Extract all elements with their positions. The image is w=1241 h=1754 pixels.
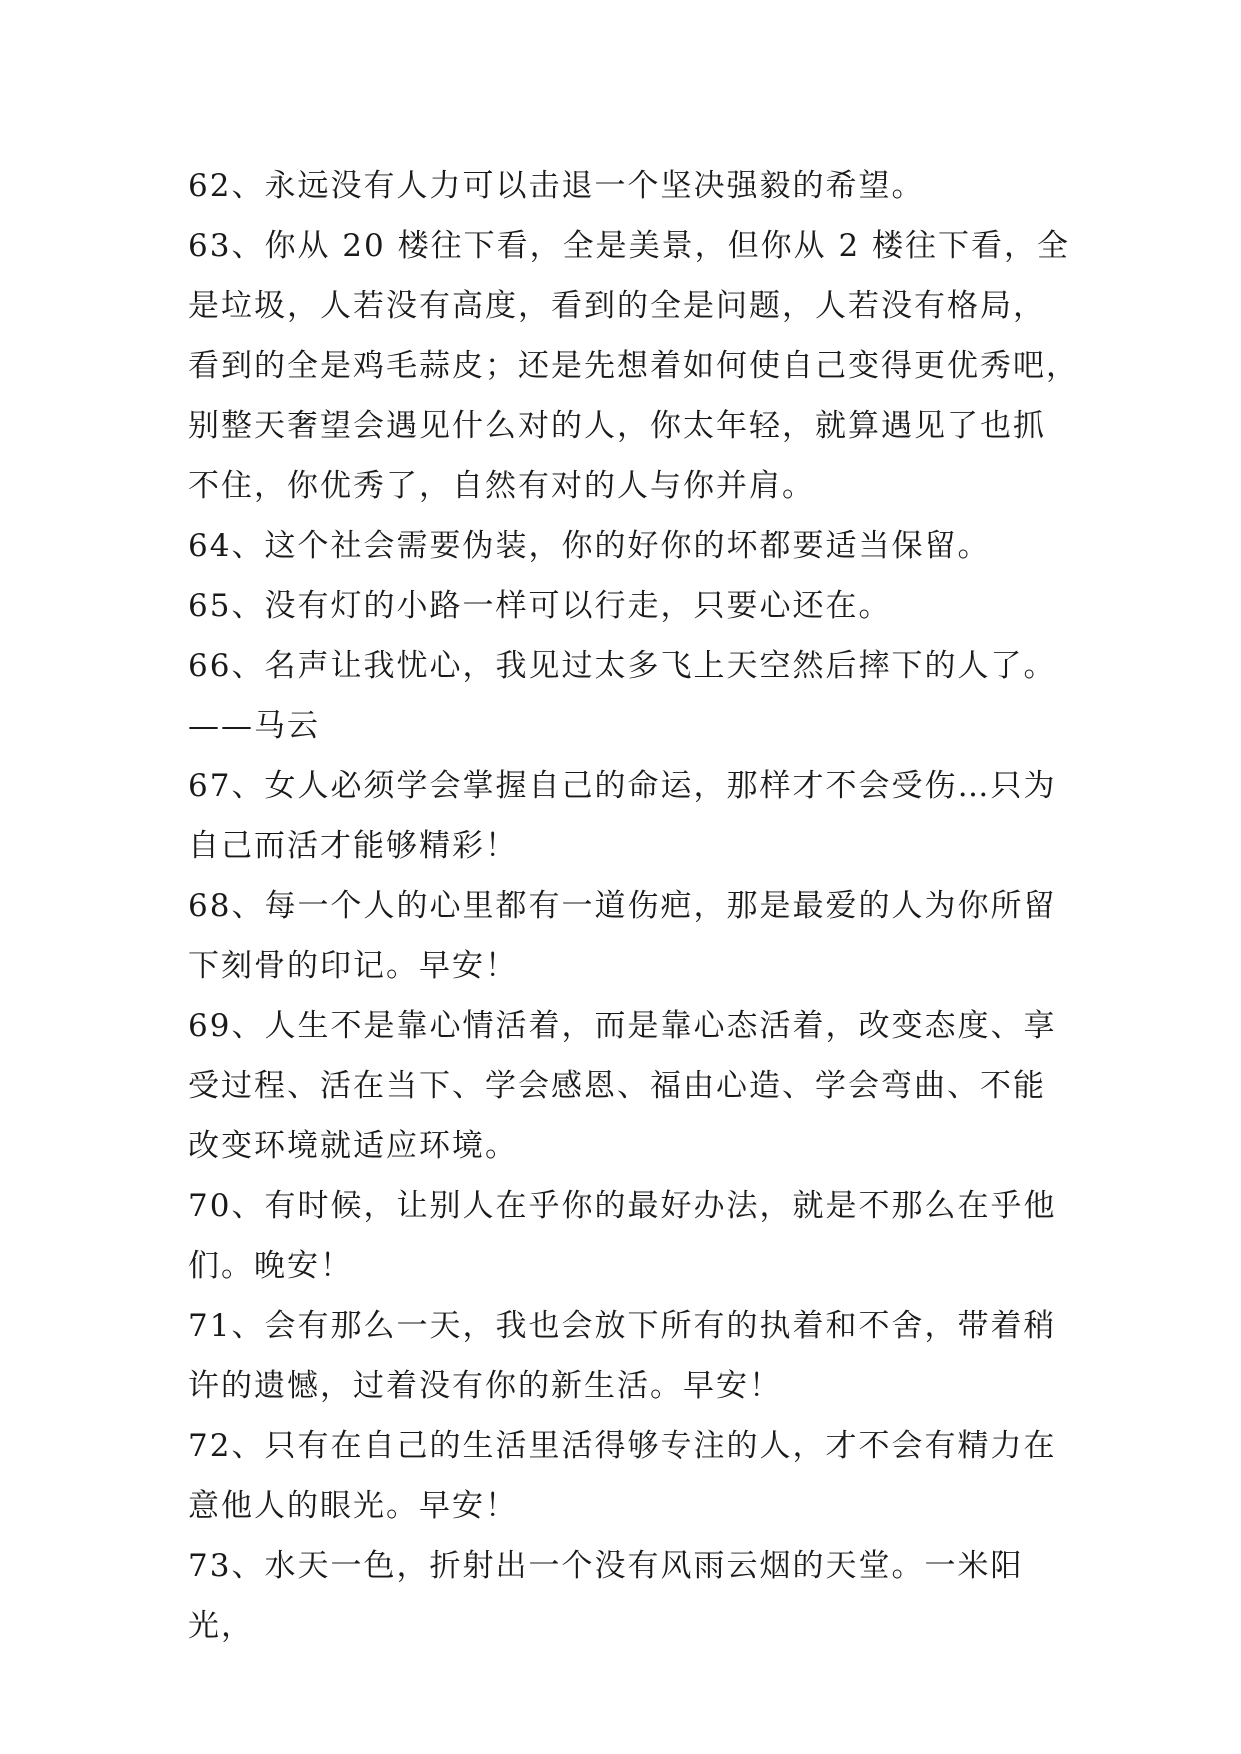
text-line: 看到的全是鸡毛蒜皮；还是先想着如何使自己变得更优秀吧， [188, 348, 1079, 384]
text-line: 别整天奢望会遇见什么对的人，你太年轻，就算遇见了也抓 [188, 408, 1046, 444]
text-line: 67、女人必须学会掌握自己的命运，那样才不会受伤…只为 [188, 768, 1057, 804]
text-line: 65、没有灯的小路一样可以行走，只要心还在。 [188, 588, 892, 624]
text-line: 64、这个社会需要伪装，你的好你的坏都要适当保留。 [188, 528, 991, 564]
text-line: 许的遗憾，过着没有你的新生活。早安！ [188, 1368, 782, 1404]
text-line: 们。晚安！ [188, 1248, 353, 1284]
text-line: 不住，你优秀了，自然有对的人与你并肩。 [188, 468, 815, 504]
text-line: 70、有时候，让别人在乎你的最好办法，就是不那么在乎他 [188, 1188, 1057, 1224]
text-line: 受过程、活在当下、学会感恩、福由心造、学会弯曲、不能 [188, 1068, 1046, 1104]
text-line: 自己而活才能够精彩！ [188, 828, 518, 864]
text-line: 63、你从 20 楼往下看，全是美景，但你从 2 楼往下看，全 [188, 228, 1071, 264]
text-line: 71、会有那么一天，我也会放下所有的执着和不舍，带着稍 [188, 1308, 1057, 1344]
text-line: ——马云 [188, 708, 320, 744]
text-line: 是垃圾，人若没有高度，看到的全是问题，人若没有格局， [188, 288, 1046, 324]
text-line: 下刻骨的印记。早安！ [188, 948, 518, 984]
text-line: 72、只有在自己的生活里活得够专注的人，才不会有精力在 [188, 1428, 1057, 1464]
text-line: 66、名声让我忧心，我见过太多飞上天空然后摔下的人了。 [188, 648, 1057, 684]
text-line: 73、水天一色，折射出一个没有风雨云烟的天堂。一米阳光， [188, 1548, 1024, 1644]
text-line: 62、永远没有人力可以击退一个坚决强毅的希望。 [188, 168, 925, 204]
document-body [188, 156, 1088, 1656]
text-line: 改变环境就适应环境。 [188, 1128, 518, 1164]
text-line: 69、人生不是靠心情活着，而是靠心态活着，改变态度、享 [188, 1008, 1057, 1044]
text-line: 68、每一个人的心里都有一道伤疤，那是最爱的人为你所留 [188, 888, 1057, 924]
text-line: 意他人的眼光。早安！ [188, 1488, 518, 1524]
